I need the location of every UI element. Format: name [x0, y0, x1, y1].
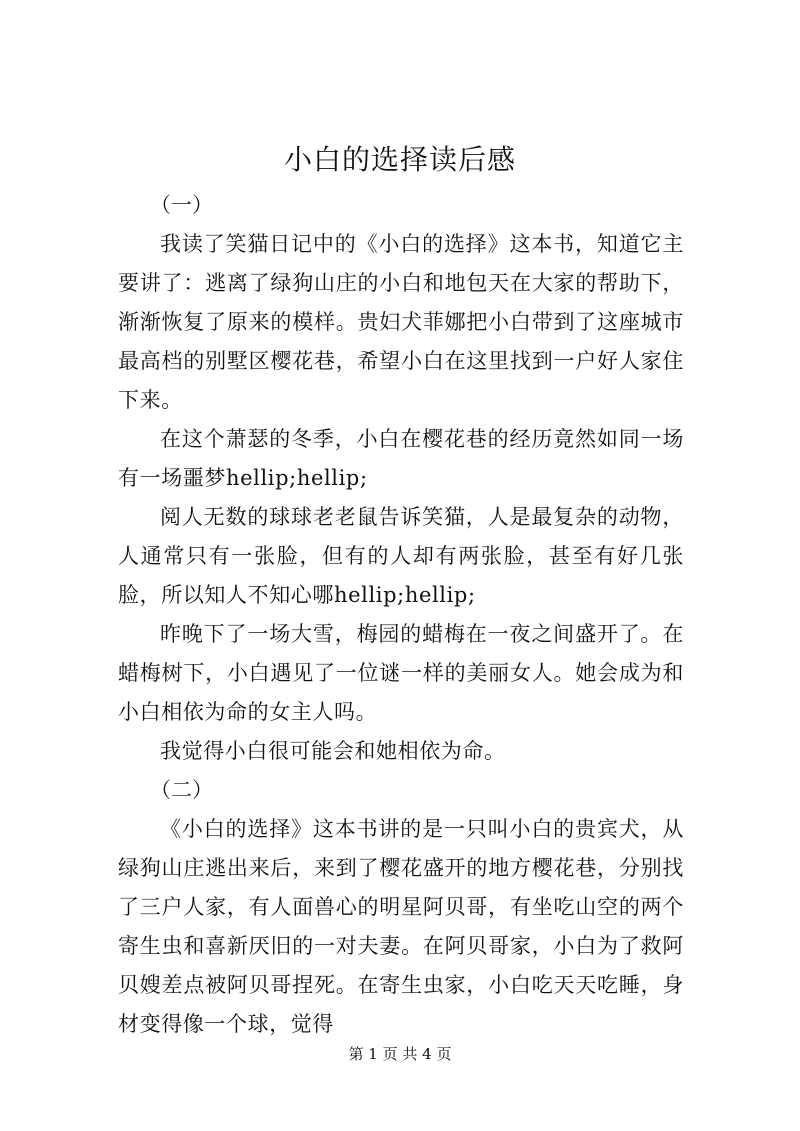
- paragraph: 在这个萧瑟的冬季，小白在樱花巷的经历竟然如同一场有一场噩梦hellip;hellip;: [118, 427, 684, 490]
- document-body: [118, 186, 684, 1044]
- page-footer: 第 1 页 共 4 页: [348, 1045, 452, 1063]
- section-label-2: （二）: [150, 778, 213, 802]
- paragraph: 我读了笑猫日记中的《小白的选择》这本书，知道它主要讲了：逃离了绿狗山庄的小白和地包天在大家的帮助下，渐渐恢复了原来的模样。贵妇犬菲娜把小白带到了这座城市最高档的别墅区樱花巷，希望小白在这里找到一户好人家住下来。: [118, 232, 684, 412]
- page-title: 小白的选择读后感: [283, 143, 516, 176]
- paragraph: 阅人无数的球球老老鼠告诉笑猫，人是最复杂的动物，人通常只有一张脸，但有的人却有两张脸，甚至有好几张脸，所以知人不知心哪hellip;hellip;: [118, 505, 684, 607]
- paragraph: 我觉得小白很可能会和她相依为命。: [160, 739, 506, 763]
- section-label-1: （一）: [150, 193, 213, 217]
- paragraph: 昨晚下了一场大雪，梅园的蜡梅在一夜之间盛开了。在蜡梅树下，小白遇见了一位谜一样的美丽女人。她会成为和小白相依为命的女主人吗。: [118, 622, 684, 724]
- paragraph: 《小白的选择》这本书讲的是一只叫小白的贵宾犬，从绿狗山庄逃出来后，来到了樱花盛开的地方樱花巷，分别找了三户人家，有人面兽心的明星阿贝哥，有坐吃山空的两个寄生虫和喜新厌旧的一对夫妻。在阿贝哥家，小白为了救阿贝嫂差点被阿贝哥捏死。在寄生虫家，小白吃天天吃睡，身材变得像一个球，觉得: [118, 817, 684, 1036]
